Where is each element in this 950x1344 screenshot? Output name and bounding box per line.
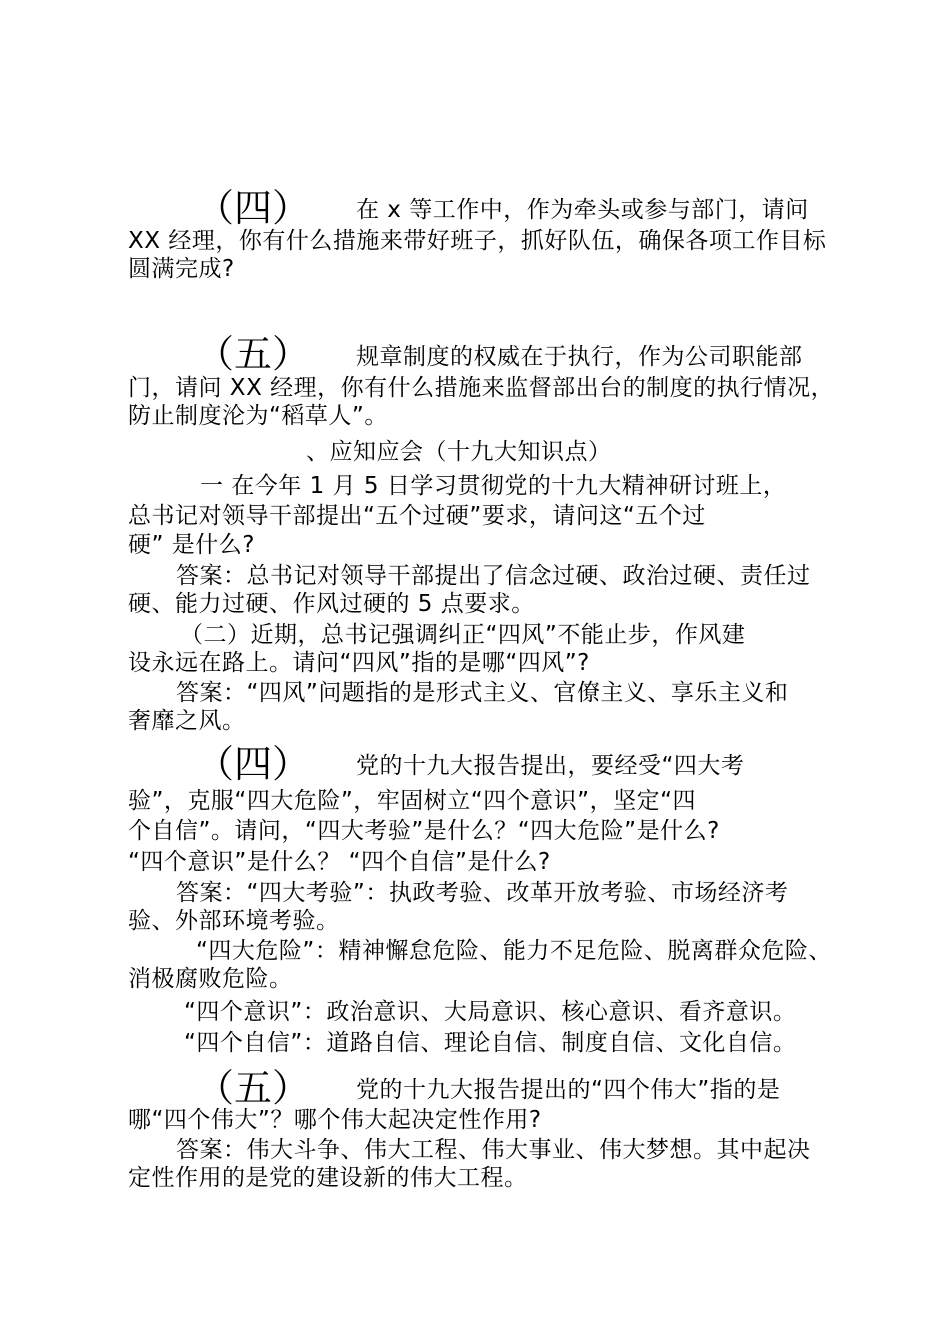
text-line: 门，请问 XX 经理，你有什么措施来监督部出台的制度的执行情况， (128, 375, 835, 401)
section-marker: （四） (196, 186, 311, 230)
text-line: （二）近期，总书记强调纠正“四风”不能止步，作风建 (180, 622, 746, 648)
answer-line: 答案：“四风”问题指的是形式主义、官僚主义、享乐主义和 (176, 680, 789, 706)
answer-line: 答案：伟大斗争、伟大工程、伟大事业、伟大梦想。其中起决 (176, 1137, 811, 1163)
section-marker: （四） (196, 742, 311, 786)
answer-line: 消极腐败危险。 (128, 966, 293, 992)
answer-line: 硬、能力过硬、作风过硬的 5 点要求。 (128, 591, 535, 617)
text-line: 验”，克服“四大危险”，牢固树立“四个意识”，坚定“四 (128, 788, 696, 814)
text-line: 党的十九大报告提出，要经受“四大考 (356, 753, 745, 779)
section-marker: （五） (196, 1066, 311, 1110)
answer-line: 验、外部环境考验。 (128, 908, 340, 934)
text-line: 在 x 等工作中，作为牵头或参与部门，请问 (356, 197, 809, 223)
answer-line: 答案：“四大考验”：执政考验、改革开放考验、市场经济考 (176, 880, 789, 906)
text-line: 防止制度沦为“稻草人”。 (128, 403, 388, 429)
text-line: 设永远在路上。请问“四风”指的是哪“四风”? (128, 650, 590, 676)
text-line: 哪“四个伟大”？哪个伟大起决定性作用? (128, 1107, 542, 1133)
section-marker: （五） (196, 332, 311, 376)
text-line: 硬” 是什么? (128, 532, 255, 558)
answer-line: 定性作用的是党的建设新的伟大工程。 (128, 1165, 528, 1191)
answer-line: “四个意识”：政治意识、大局意识、核心意识、看齐意识。 (184, 999, 797, 1025)
answer-line: 答案：总书记对领导干部提出了信念过硬、政治过硬、责任过 (176, 563, 811, 589)
text-line: 规章制度的权威在于执行，作为公司职能部 (356, 344, 803, 370)
answer-line: 奢靡之风。 (128, 708, 246, 734)
answer-line: “四个自信”：道路自信、理论自信、制度自信、文化自信。 (184, 1030, 797, 1056)
answer-line: “四大危险”：精神懈怠危险、能力不足危险、脱离群众危险、 (196, 938, 832, 964)
text-line: “四个意识”是什么？ “四个自信”是什么? (128, 849, 551, 875)
text-line: 个自信”。请问，“四大考验”是什么？“四大危险”是什么? (128, 818, 720, 844)
text-line: 总书记对领导干部提出“五个过硬”要求，请问这“五个过 (128, 503, 706, 529)
text-line: 党的十九大报告提出的“四个伟大”指的是 (356, 1077, 781, 1103)
text-line: XX 经理，你有什么措施来带好班子，抓好队伍，确保各项工作目标 (128, 228, 827, 254)
section-heading: 、应知应会（十九大知识点） (306, 439, 612, 465)
text-line: 一 在今年 1 月 5 日学习贯彻党的十九大精神研讨班上， (200, 473, 787, 499)
text-line: 圆满完成? (128, 256, 235, 282)
